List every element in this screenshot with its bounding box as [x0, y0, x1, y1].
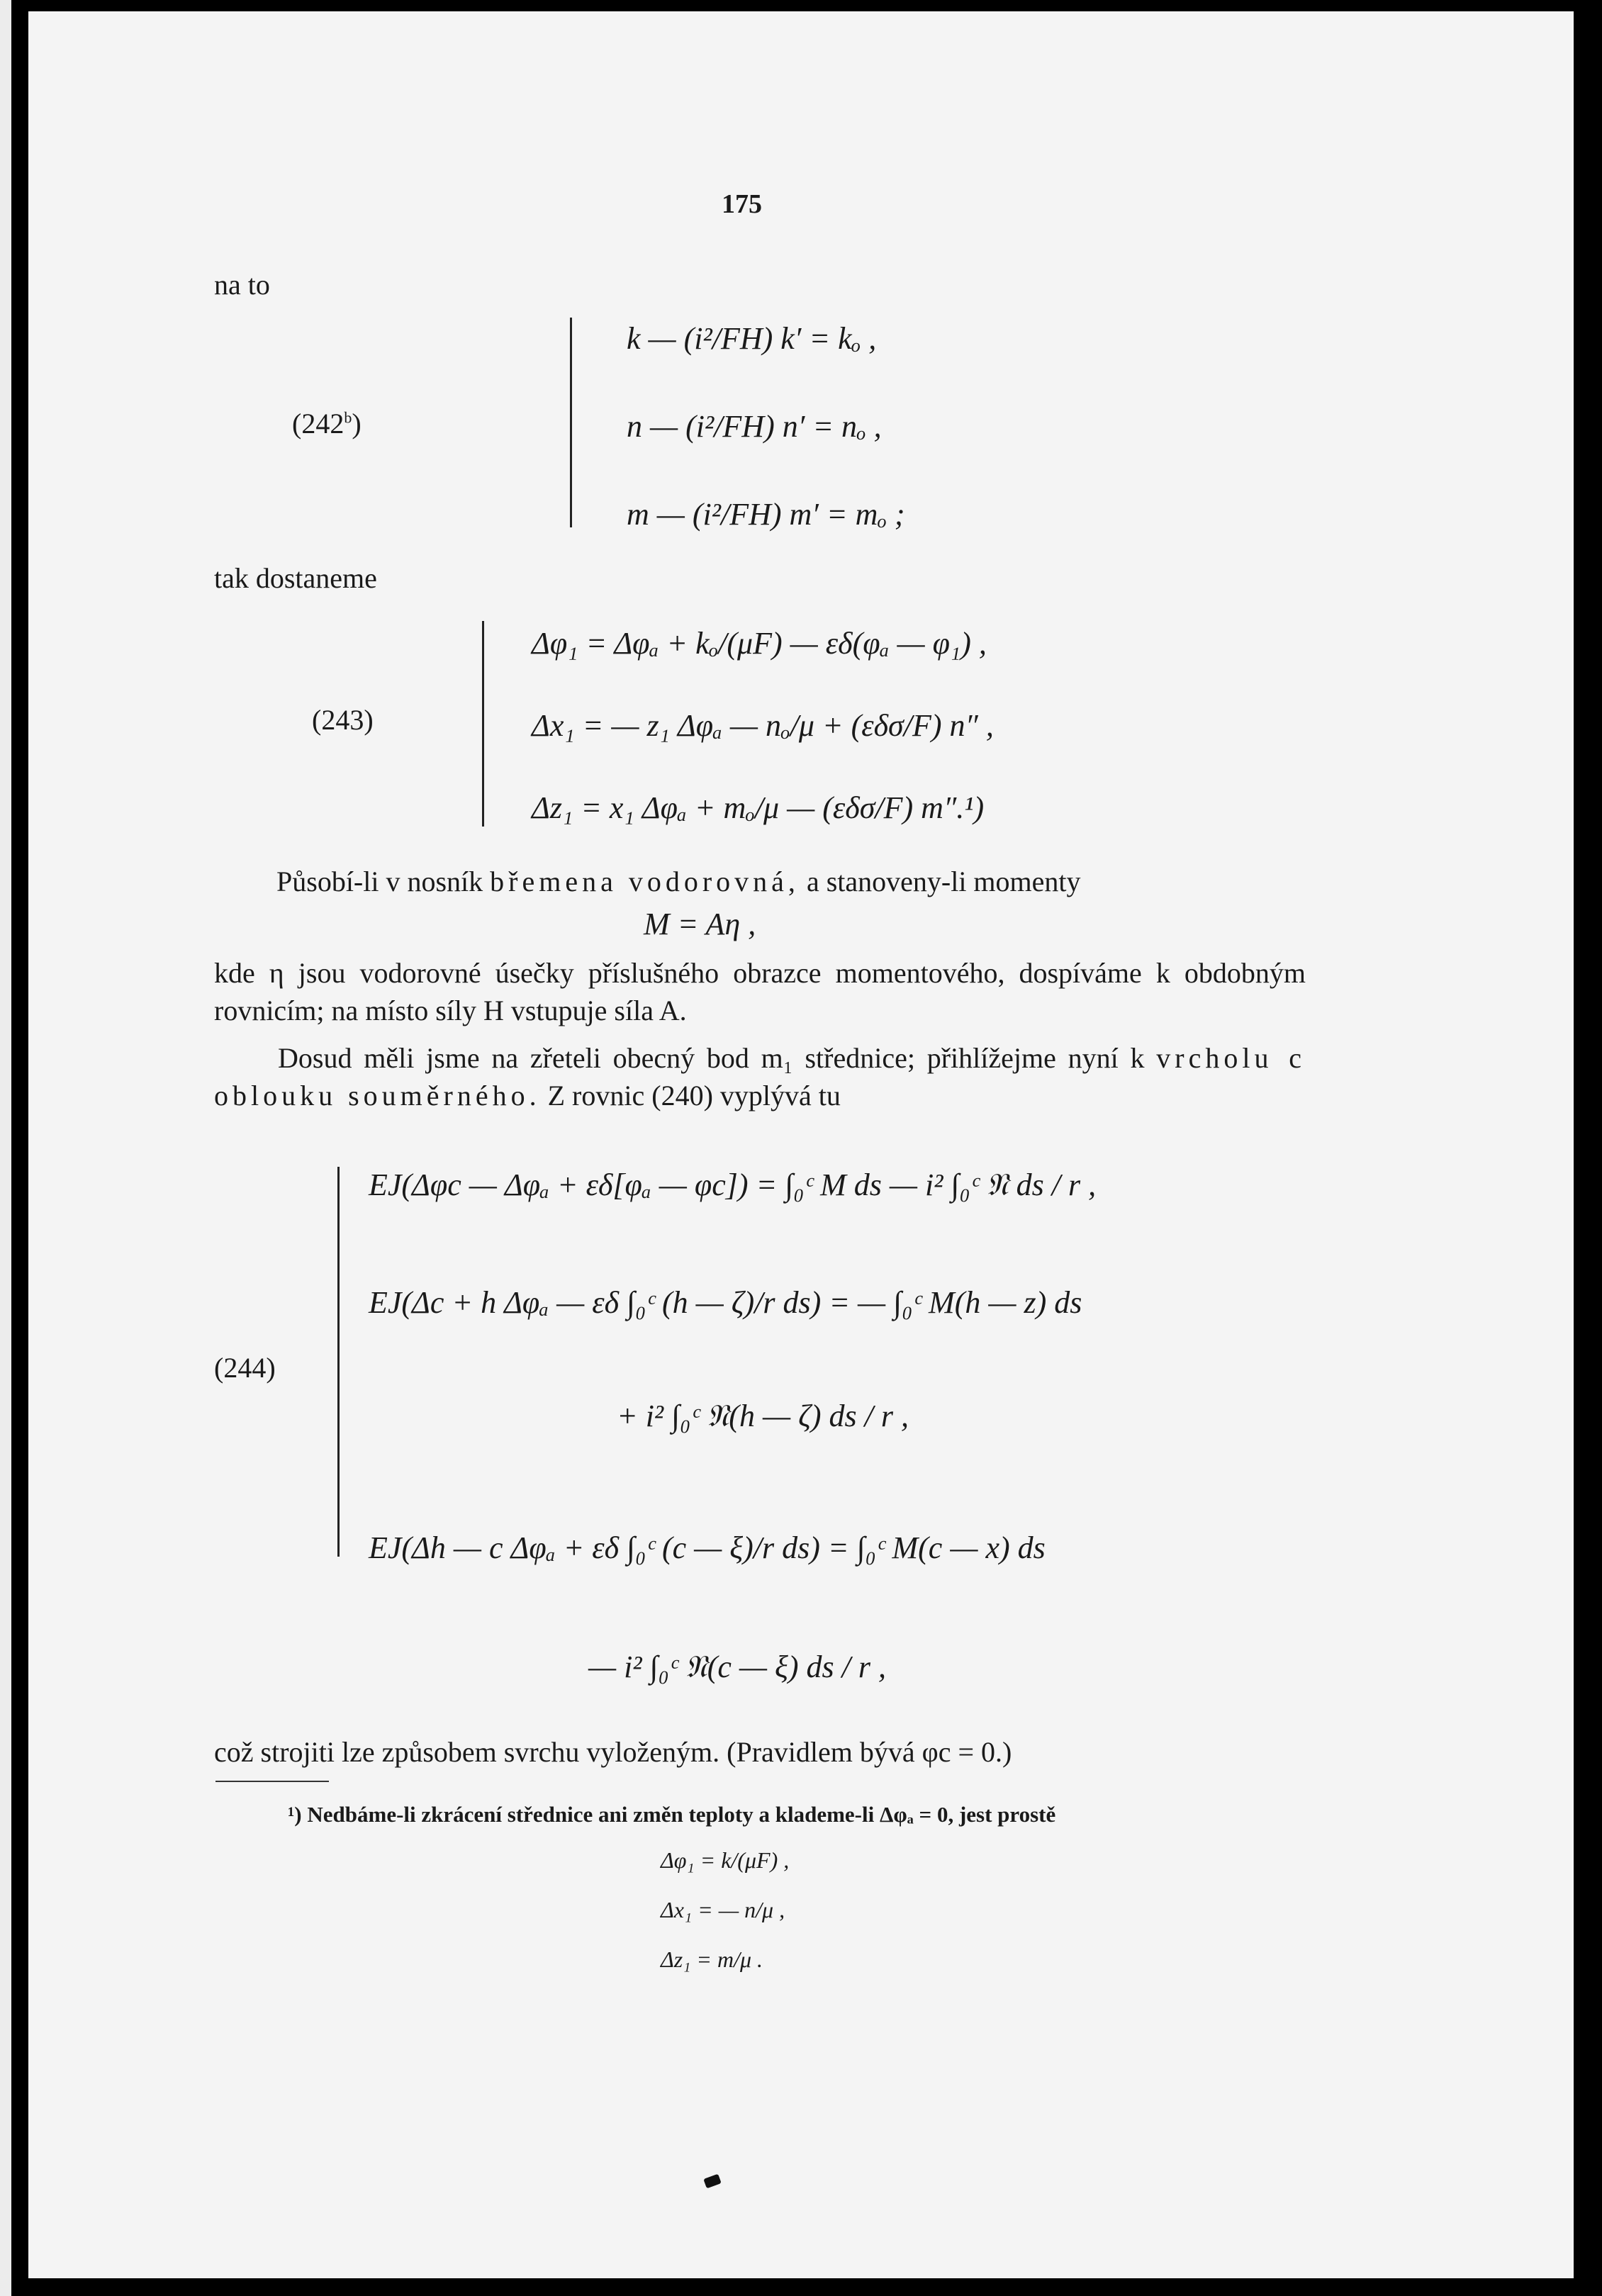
- equation-brace-244: [337, 1167, 340, 1557]
- footnote-equation-1: Δφ₁ = k/(μF) ,: [661, 1847, 790, 1873]
- printer-mark-icon: [703, 2174, 721, 2189]
- equation-label-242b: (242$^b$): [292, 408, 362, 439]
- equation-brace-243: [482, 621, 484, 827]
- equation-242b-line-1: k — (i²/FH) k′ = kₒ ,: [627, 321, 877, 356]
- scan-left-edge: [0, 0, 11, 2296]
- footnote-equation-2: Δx₁ = — n/μ ,: [661, 1897, 785, 1922]
- equation-244-line-1: EJ(Δφc — Δφₐ + εδ[φₐ — φc]) = ∫₀ᶜ M ds — i² ∫₀ᶜ 𝔑 ds / r ,: [369, 1167, 1097, 1202]
- closing-text: což strojiti lze způsobem svrchu vyloženým. (Pravidlem bývá φc = 0.): [214, 1736, 1012, 1768]
- paragraph-1-tail: a stanoveny-li momenty: [806, 866, 1081, 897]
- footnote-equation-3: Δz₁ = m/μ .: [661, 1947, 763, 1972]
- paragraph-1-lead: Působí-li v nosník: [276, 866, 483, 897]
- paragraph-2-tail: Z rovnic (240) vyplývá tu: [547, 1080, 841, 1111]
- equation-label-244: (244): [214, 1352, 276, 1384]
- equation-244-line-4: EJ(Δh — c Δφₐ + εδ ∫₀ᶜ (c — ξ)/r ds) = ∫₀ᶜ M(c — x) ds: [369, 1530, 1046, 1565]
- paragraph-1-first-line: [276, 865, 1081, 898]
- equation-243-line-3: Δz₁ = x₁ Δφₐ + mₒ/μ — (εδσ/F) m″.¹): [532, 790, 985, 825]
- book-page: [28, 11, 1574, 2278]
- intro-text-2: tak dostaneme: [214, 562, 377, 594]
- equation-242b-line-2: n — (i²/FH) n′ = nₒ ,: [627, 409, 882, 444]
- paragraph-1-spaced: břemena vodorovná,: [490, 866, 800, 897]
- equation-244-line-5: — i² ∫₀ᶜ 𝔑(c — ξ) ds / r ,: [588, 1650, 887, 1684]
- intro-text-1: na to: [214, 269, 270, 301]
- equation-label-243: (243): [312, 704, 374, 736]
- paragraph-2-spaced: vrcholu c oblouku souměrného.: [214, 1042, 1306, 1111]
- paragraph-2: [214, 1039, 1306, 1114]
- page-number: 175: [722, 189, 762, 219]
- equation-243-line-1: Δφ₁ = Δφₐ + kₒ/(μF) — εδ(φₐ — φ₁) ,: [532, 626, 987, 661]
- equation-brace-242b: [570, 318, 572, 527]
- equation-244-line-3: + i² ∫₀ᶜ 𝔑(h — ζ) ds / r ,: [617, 1399, 909, 1433]
- paragraph-1-rest: kde η jsou vodorovné úsečky příslušného obrazce momentového, dospíváme k obdobným rovnicím; na místo síly H vstupuje síla A.: [214, 957, 1306, 1026]
- equation-244-line-2: EJ(Δc + h Δφₐ — εδ ∫₀ᶜ (h — ζ)/r ds) = — ∫₀ᶜ M(h — z) ds: [369, 1285, 1082, 1320]
- moment-equation: M = Aη ,: [644, 907, 756, 941]
- paragraph-2-lead: Dosud měli jsme na zřeteli obecný bod m₁ střednice; přihlížejme nyní k: [278, 1042, 1145, 1074]
- footnote-rule: [215, 1781, 329, 1782]
- equation-243-line-2: Δx₁ = — z₁ Δφₐ — nₒ/μ + (εδσ/F) n″ ,: [532, 708, 994, 743]
- equation-242b-line-3: m — (i²/FH) m′ = mₒ ;: [627, 497, 905, 532]
- footnote-text: ¹) Nedbáme-li zkrácení střednice ani změn teploty a klademe-li Δφₐ = 0, jest prostě: [288, 1802, 1056, 1827]
